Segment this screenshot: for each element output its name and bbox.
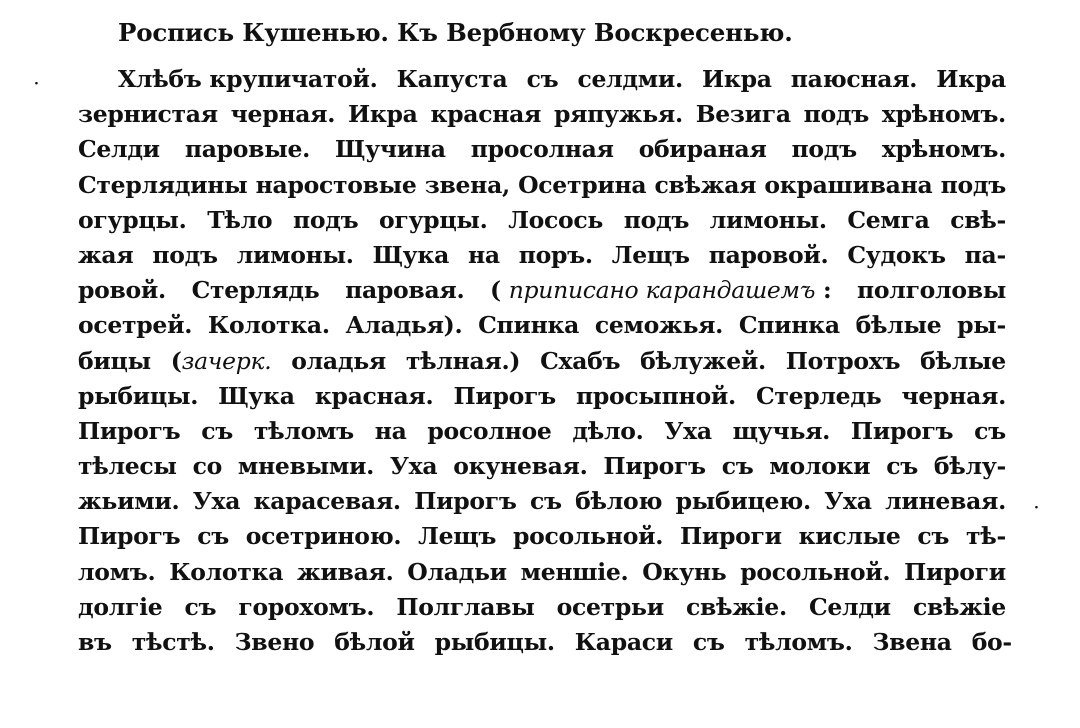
text-word: съ	[201, 416, 233, 445]
text-word: зернистая	[78, 100, 218, 129]
text-line	[78, 168, 1006, 203]
text-word: свѣжая	[654, 170, 757, 199]
text-word: бо-	[971, 628, 1012, 656]
text-word: Хлѣбъ крупичатой.	[118, 65, 378, 93]
text-word: подъ	[152, 240, 218, 269]
text-word: Стерлядины	[78, 170, 248, 199]
text-line	[78, 203, 1006, 238]
text-word: осетриною.	[245, 522, 402, 551]
text-word: осетрей.	[78, 311, 193, 340]
text-word: Селди	[78, 135, 160, 164]
text-line	[78, 590, 1006, 625]
text-word: ры-	[957, 311, 1006, 340]
text-word: Тѣло	[207, 205, 273, 234]
text-word: съ	[197, 522, 229, 551]
text-line	[78, 379, 1006, 414]
text-word: Окунь	[642, 557, 727, 586]
text-word: тѣ-	[966, 522, 1006, 551]
text-line	[78, 344, 1006, 379]
text-word: тѣломъ	[253, 416, 354, 445]
document-body	[78, 62, 1012, 660]
text-word: подъ	[803, 100, 869, 129]
text-word: Капуста	[396, 65, 508, 93]
text-word: поръ.	[518, 240, 593, 269]
text-word: бѣлу-	[933, 452, 1006, 481]
text-word: Уха	[664, 416, 712, 445]
text-word: съ	[886, 452, 918, 481]
text-word: съ	[917, 522, 950, 551]
text-word: съ	[974, 416, 1006, 445]
text-word: тѣлесы	[78, 452, 177, 481]
text-line	[78, 484, 1006, 519]
text-word: Икра	[702, 65, 772, 93]
text-word: звена,	[424, 170, 510, 199]
text-line	[78, 62, 1006, 97]
text-word: Стерледь	[755, 381, 882, 410]
text-word: (зачерк.	[170, 346, 272, 375]
text-word: жьими.	[78, 487, 180, 516]
text-word: наростовые	[255, 170, 417, 199]
text-word: подъ	[940, 170, 1006, 199]
text-word: хрѣномъ.	[881, 100, 1006, 129]
text-word: съ	[529, 487, 562, 516]
text-word: Пирогъ	[850, 416, 954, 445]
text-word: Аладья).	[345, 311, 463, 340]
text-word: бѣлые	[855, 311, 942, 340]
text-word: Колотка	[169, 557, 284, 586]
text-word: карасевая.	[253, 487, 401, 516]
text-word: тѣстѣ.	[131, 628, 215, 656]
text-line	[78, 97, 1006, 132]
text-word: тѣломъ.	[744, 628, 853, 656]
text-word: съ	[721, 452, 754, 481]
text-word: ряпужья.	[553, 100, 683, 129]
text-word: съ	[184, 592, 217, 621]
text-word: кислые	[798, 522, 901, 551]
text-word: селдми.	[577, 65, 683, 93]
text-word: бѣлой	[334, 628, 415, 656]
text-word: лимоны.	[709, 205, 827, 234]
text-word: Пирогъ	[603, 452, 706, 481]
text-word: съ	[526, 65, 559, 93]
text-word: ломъ.	[78, 557, 156, 586]
text-word: Звена	[872, 628, 952, 656]
text-word: паюсная.	[790, 65, 918, 93]
text-word: Пироги	[904, 557, 1006, 586]
text-line	[78, 308, 1006, 343]
text-word: жая	[78, 240, 134, 269]
text-line	[78, 273, 1006, 308]
text-word: Пироги	[679, 522, 782, 551]
text-word: красная	[430, 100, 542, 129]
text-word: бѣлужей.	[640, 346, 766, 375]
text-word: Схабъ	[540, 346, 621, 375]
text-word: паровые.	[184, 135, 310, 164]
text-word: осетрьи	[556, 592, 664, 621]
document-heading: Роспись Кушенью. Къ Вербному Воскресенью.	[118, 18, 793, 47]
text-word: Потрохъ	[785, 346, 901, 375]
text-word: Щука	[372, 240, 450, 269]
text-word: Пирогъ	[453, 381, 556, 410]
text-word: хрѣномъ.	[881, 135, 1006, 164]
text-word: Икра	[347, 100, 418, 129]
text-word: подъ	[791, 135, 857, 164]
text-word: ровой.	[78, 276, 166, 305]
text-word: обираная	[638, 135, 767, 164]
text-word: молоки	[769, 452, 871, 481]
text-word: огурцы.	[378, 205, 488, 234]
text-word: красная.	[314, 381, 434, 410]
text-word: рыбицею.	[675, 487, 811, 516]
text-word: Щучина	[335, 135, 446, 164]
text-word: Караси	[574, 628, 673, 656]
text-word: Пирогъ	[78, 416, 181, 445]
text-line	[78, 132, 1006, 167]
text-word: просолная	[470, 135, 614, 164]
text-line	[78, 519, 1006, 554]
text-word: ( приписано карандашемъ :	[490, 276, 832, 305]
text-word: Спинка	[738, 311, 840, 340]
text-word: Уха	[192, 487, 241, 516]
text-word: Лосось	[508, 205, 604, 234]
text-word: Лещъ	[611, 240, 690, 269]
text-word: Стерлядь	[191, 276, 320, 305]
text-word: со	[192, 452, 222, 481]
text-word: щучья.	[732, 416, 831, 445]
stray-mark: ·	[1034, 500, 1039, 516]
text-word: Пирогъ	[78, 522, 181, 551]
text-word: Судокъ	[847, 240, 946, 269]
text-word: на	[467, 240, 500, 269]
text-word: оладья	[291, 346, 386, 375]
text-word: меншіе.	[520, 557, 629, 586]
text-line	[78, 238, 1006, 273]
text-word: свѣ-	[950, 205, 1006, 234]
text-word: подъ	[623, 205, 690, 234]
text-word: долгіе	[78, 592, 163, 621]
text-word: росольной.	[740, 557, 891, 586]
text-word: семожья.	[594, 311, 724, 340]
text-word: Оладьи	[407, 557, 507, 586]
text-word: паровой.	[708, 240, 829, 269]
text-word: черная.	[901, 381, 1006, 410]
text-line	[78, 555, 1006, 590]
text-word: полголовы	[857, 276, 1006, 305]
text-word: свѣжіе.	[685, 592, 787, 621]
text-word: Селди	[808, 592, 891, 621]
text-word: огурцы.	[78, 205, 187, 234]
text-word: Уха	[389, 452, 438, 481]
text-word: рыбицы.	[78, 381, 199, 410]
text-word: бицы	[78, 346, 151, 375]
text-word: съ	[692, 628, 725, 656]
text-word: Лещъ	[418, 522, 497, 551]
text-word: Полглавы	[396, 592, 535, 621]
text-word: Щука	[218, 381, 295, 410]
text-word: линевая.	[885, 487, 1006, 516]
text-word: черная.	[230, 100, 336, 129]
text-word: паровая.	[345, 276, 465, 305]
text-word: бѣлою	[575, 487, 663, 516]
text-line	[78, 449, 1006, 484]
text-word: Звено	[234, 628, 315, 656]
text-word: Икра	[936, 65, 1006, 93]
text-word: Семга	[847, 205, 930, 234]
text-word: свѣжіе	[912, 592, 1006, 621]
text-word: дѣло.	[572, 416, 644, 445]
text-word: въ	[78, 628, 112, 656]
text-word: росольной.	[513, 522, 664, 551]
text-line	[78, 625, 1012, 660]
text-word: рыбицы.	[434, 628, 555, 656]
text-word: просыпной.	[575, 381, 736, 410]
text-word: росолное	[427, 416, 552, 445]
text-word: бѣлые	[920, 346, 1006, 375]
text-word: горохомъ.	[238, 592, 375, 621]
text-word: Осетрина	[518, 170, 647, 199]
text-word: окрашивана	[764, 170, 933, 199]
text-word: па-	[964, 240, 1006, 269]
text-line	[78, 414, 1006, 449]
text-word: на	[374, 416, 407, 445]
text-word: окуневая.	[453, 452, 588, 481]
text-word: Колотка.	[207, 311, 330, 340]
text-word: мневыми.	[237, 452, 374, 481]
text-word: Пирогъ	[414, 487, 517, 516]
text-word: Уха	[824, 487, 872, 516]
text-word: Везига	[695, 100, 791, 129]
stray-mark: ·	[34, 76, 39, 92]
text-word: Спинка	[478, 311, 580, 340]
text-word: живая.	[297, 557, 394, 586]
text-word: подъ	[292, 205, 359, 234]
text-word: лимоны.	[236, 240, 354, 269]
text-word: тѣлная.)	[405, 346, 521, 375]
